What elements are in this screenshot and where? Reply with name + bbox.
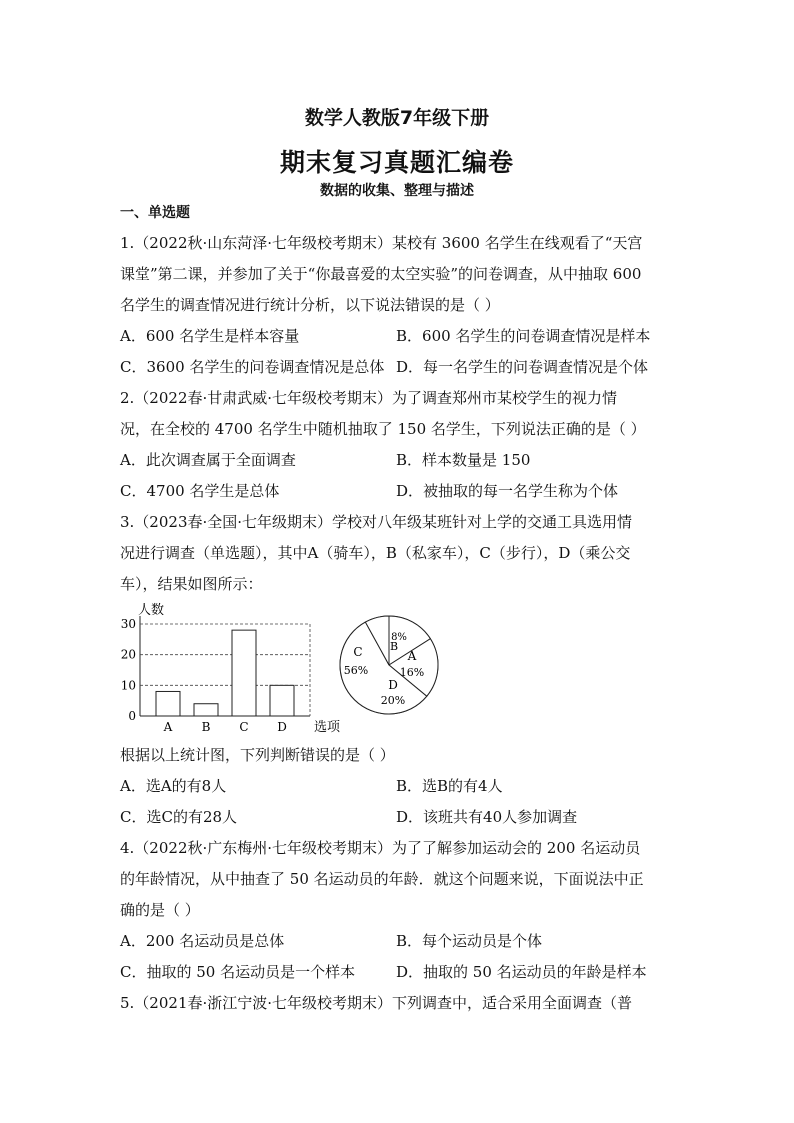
x-axis-label: 选项 — [314, 720, 341, 735]
question-text-line: 3.（2023春·全国·七年级期末）学校对八年级某班针对上学的交通工具选用情 — [120, 513, 633, 531]
document-subtitle: 数据的收集、整理与描述 — [320, 183, 474, 199]
question-text-line: 况进行调查（单选题），其中A（骑车），B（私家车），C（步行），D（乘公交 — [120, 544, 631, 562]
question-text-line: 根据以上统计图，下列判断错误的是（ ） — [120, 746, 395, 764]
bar — [194, 704, 218, 716]
question-text-line: 况，在全校的 4700 名学生中随机抽取了 150 名学生，下列说法正确的是（ ） — [120, 420, 646, 438]
option-a: A．200 名运动员是总体 — [120, 932, 285, 950]
question-text-line: 5.（2021春·浙江宁波·七年级校考期末）下列调查中，适合采用全面调查（普 — [120, 994, 633, 1012]
option-c: C．4700 名学生是总体 — [120, 482, 280, 500]
question-text-line: 确的是（ ） — [120, 901, 200, 919]
option-a: A．600 名学生是样本容量 — [120, 327, 300, 345]
option-b: B．样本数量是 150 — [396, 451, 531, 469]
question-text-line: 2.（2022春·甘肃武威·七年级校考期末）为了调查郑州市某校学生的视力情 — [120, 389, 618, 407]
option-d: D．每一名学生的问卷调查情况是个体 — [396, 358, 649, 376]
option-b: B．600 名学生的问卷调查情况是样本 — [396, 327, 651, 345]
y-tick-label: 20 — [120, 647, 136, 662]
pie-slice-percent: 16% — [399, 666, 425, 679]
option-b: B．每个运动员是个体 — [396, 932, 543, 950]
option-a: A．选A的有8人 — [120, 777, 227, 795]
chart-area — [120, 600, 680, 740]
question-2 — [120, 383, 680, 507]
option-d: D．该班共有40人参加调查 — [396, 808, 578, 826]
pie-chart — [334, 610, 444, 720]
bar — [270, 685, 294, 716]
x-tick-label: B — [201, 720, 211, 734]
section-heading: 一、单选题 — [120, 205, 190, 221]
question-text-line: 名学生的调查情况进行统计分析，以下说法错误的是（ ） — [120, 296, 500, 314]
document-title: 数学人教版7年级下册 — [304, 107, 490, 129]
x-tick-label: D — [277, 720, 287, 734]
question-list — [120, 228, 680, 1019]
option-c: C．3600 名学生的问卷调查情况是总体 — [120, 358, 385, 376]
question-3 — [120, 507, 680, 833]
option-d: D．被抽取的每一名学生称为个体 — [396, 482, 619, 500]
bar — [232, 630, 256, 716]
question-text-line: 的年龄情况，从中抽查了 50 名运动员的年龄．就这个问题来说，下面说法中正 — [120, 870, 644, 888]
document-main-title: 期末复习真题汇编卷 — [279, 148, 514, 177]
x-tick-label: C — [239, 720, 249, 734]
pie-slice-name: C — [353, 645, 363, 659]
option-c: C．抽取的 50 名运动员是一个样本 — [120, 963, 356, 981]
x-tick-label: A — [163, 720, 173, 734]
question-text-line: 课堂”第二课，并参加了关于“你最喜爱的太空实验”的问卷调查，从中抽取 600 — [120, 265, 642, 283]
y-axis-label: 人数 — [138, 603, 165, 618]
y-tick-label: 30 — [120, 617, 136, 631]
pie-slice-name: A — [407, 649, 417, 663]
question-text-line: 车），结果如图所示： — [120, 575, 263, 593]
option-d: D．抽取的 50 名运动员的年龄是样本 — [396, 963, 647, 981]
pie-slice-percent: 8% — [391, 632, 407, 643]
option-c: C．选C的有28人 — [120, 808, 238, 826]
option-a: A．此次调查属于全面调查 — [120, 451, 296, 469]
option-b: B．选B的有4人 — [396, 777, 503, 795]
bar-chart — [120, 600, 350, 740]
question-text-line: 1.（2022秋·山东菏泽·七年级校考期末）某校有 3600 名学生在线观看了“天宫 — [120, 234, 643, 252]
y-tick-label: 10 — [120, 678, 136, 693]
bar — [156, 691, 180, 716]
question-5 — [120, 988, 680, 1019]
pie-slice-name: B — [389, 640, 399, 653]
question-4 — [120, 833, 680, 988]
pie-slice-percent: 56% — [343, 664, 369, 677]
question-1 — [120, 228, 680, 383]
y-tick-label: 0 — [128, 709, 136, 723]
pie-slice-percent: 20% — [380, 694, 406, 707]
pie-slice-name: D — [388, 678, 398, 692]
question-text-line: 4.（2022秋·广东梅州·七年级校考期末）为了了解参加运动会的 200 名运动员 — [120, 839, 641, 857]
